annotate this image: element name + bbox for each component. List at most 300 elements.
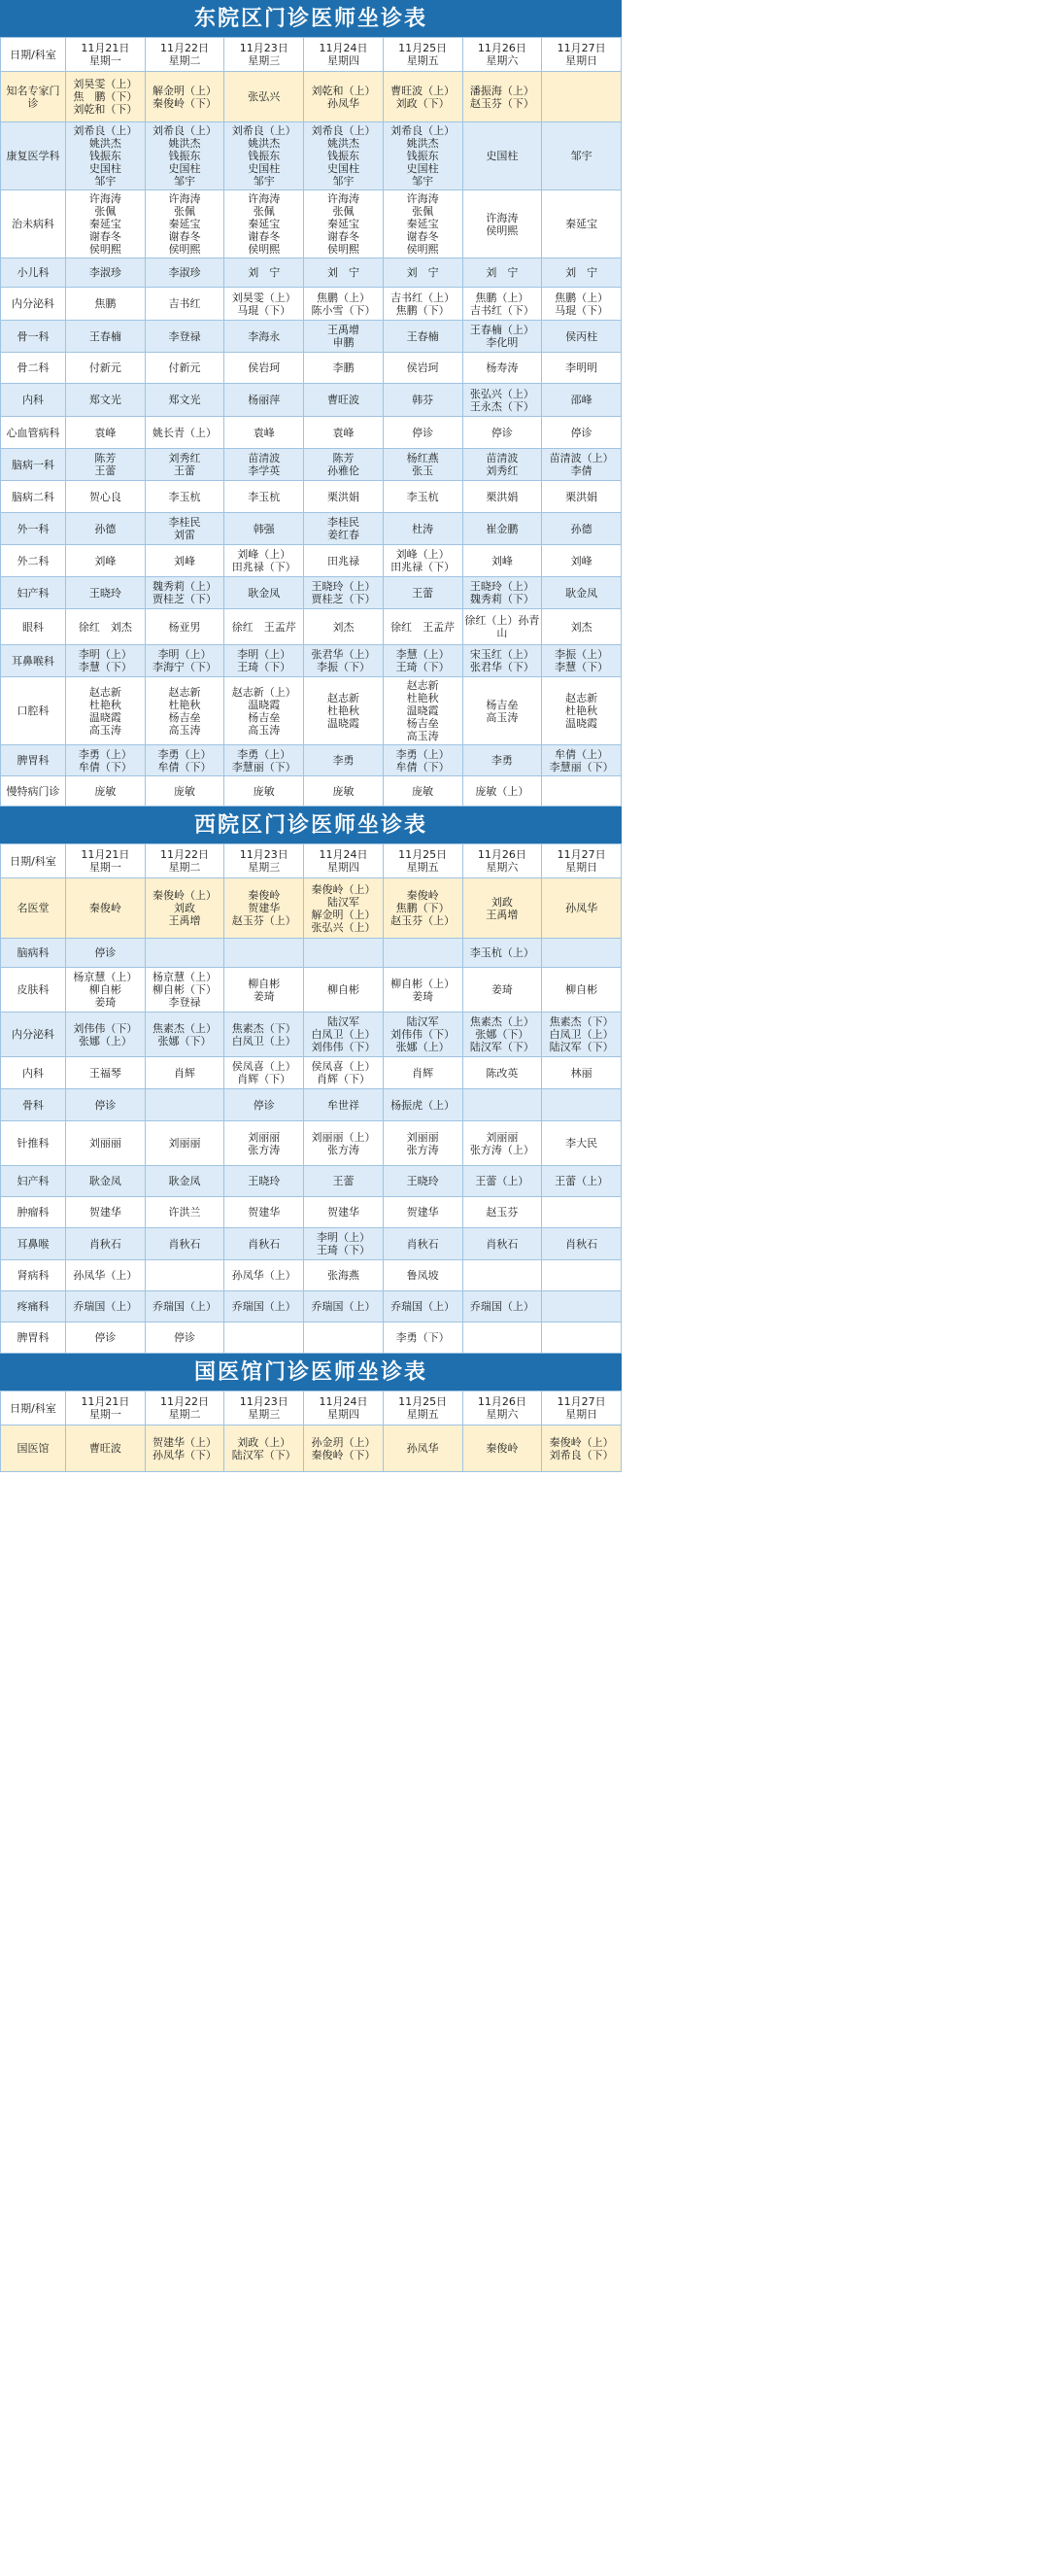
header-date: 11月21日 星期一 (66, 1391, 146, 1425)
table-row (1, 609, 622, 645)
doctor-cell: 秦俊岭 贺建华 赵玉芬（上） (224, 878, 304, 939)
doctor-cell: 乔瑞国（上） (383, 1291, 462, 1322)
doctor-cell: 栗洪娟 (462, 481, 542, 513)
department-cell: 耳鼻喉科 (1, 645, 66, 677)
doctor-cell: 苗清波（上） 李倩 (542, 449, 622, 481)
doctor-cell: 李桂民 刘雷 (145, 513, 224, 545)
doctor-cell: 赵志新（上） 温晓霞 杨吉垒 高玉涛 (224, 677, 304, 745)
doctor-cell: 赵志新 杜艳秋 温晓霞 杨吉垒 高玉涛 (383, 677, 462, 745)
doctor-cell: 曹旺波（上） 刘政（下） (383, 72, 462, 122)
doctor-cell: 赵玉芬 (462, 1197, 542, 1228)
doctor-cell: 许洪兰 (145, 1197, 224, 1228)
doctor-cell: 贺建华 (224, 1197, 304, 1228)
doctor-cell: 杨红燕 张玉 (383, 449, 462, 481)
doctor-cell: 徐红 王孟芹 (224, 609, 304, 645)
doctor-cell: 徐红 刘杰 (66, 609, 146, 645)
doctor-cell: 付新元 (145, 353, 224, 384)
table-row (1, 878, 622, 939)
department-cell: 康复医学科 (1, 122, 66, 190)
doctor-cell: 刘 宁 (383, 258, 462, 288)
doctor-cell: 曹旺波 (304, 384, 384, 417)
department-cell: 骨科 (1, 1089, 66, 1121)
doctor-cell: 李淑珍 (66, 258, 146, 288)
doctor-cell: 许海涛 张佩 秦延宝 谢春冬 侯明熙 (304, 190, 384, 258)
doctor-cell: 李海永 (224, 321, 304, 353)
doctor-cell: 赵志新 杜艳秋 杨吉垒 高玉涛 (145, 677, 224, 745)
doctor-cell: 李勇（上） 牟倩（下） (383, 745, 462, 776)
doctor-cell: 刘政（上） 陆汉军（下） (224, 1425, 304, 1472)
doctor-cell: 柳自彬 姜琦 (224, 968, 304, 1013)
doctor-cell (224, 939, 304, 968)
doctor-cell: 贺心良 (66, 481, 146, 513)
doctor-cell: 停诊 (224, 1089, 304, 1121)
table-row (1, 190, 622, 258)
doctor-cell: 乔瑞国（上） (304, 1291, 384, 1322)
doctor-cell: 孙金玥（上） 秦俊岭（下） (304, 1425, 384, 1472)
doctor-cell: 停诊 (542, 417, 622, 449)
schedule-document (0, 0, 622, 1472)
doctor-cell: 刘峰 (66, 545, 146, 577)
doctor-cell (462, 1089, 542, 1121)
table-row (1, 1260, 622, 1291)
doctor-cell: 孙凤华（上） (224, 1260, 304, 1291)
header-date: 11月21日 星期一 (66, 844, 146, 878)
doctor-cell: 许海涛 张佩 秦延宝 谢春冬 侯明熙 (66, 190, 146, 258)
doctor-cell: 刘丽丽 张方涛（上） (462, 1121, 542, 1166)
table-row (1, 1425, 622, 1472)
doctor-cell: 刘昊雯（上） 焦 鹏（下） 刘乾和（下） (66, 72, 146, 122)
table-row (1, 1166, 622, 1197)
doctor-cell: 邵峰 (542, 384, 622, 417)
department-cell: 内分泌科 (1, 288, 66, 321)
doctor-cell: 肖秋石 (462, 1228, 542, 1260)
doctor-cell: 杨寿涛 (462, 353, 542, 384)
doctor-cell: 王春楠（上） 李化明 (462, 321, 542, 353)
doctor-cell: 徐红（上）孙青山 (462, 609, 542, 645)
doctor-cell: 刘丽丽 张方涛 (224, 1121, 304, 1166)
doctor-cell: 耿金凤 (542, 577, 622, 609)
doctor-cell: 焦素杰（下） 白凤卫（上） (224, 1013, 304, 1057)
doctor-cell: 秦延宝 (542, 190, 622, 258)
doctor-cell: 刘峰 (542, 545, 622, 577)
department-cell: 脾胃科 (1, 745, 66, 776)
doctor-cell: 刘丽丽 张方涛 (383, 1121, 462, 1166)
header-date: 11月27日 星期日 (542, 38, 622, 72)
header-row (1, 844, 622, 878)
department-cell: 皮肤科 (1, 968, 66, 1013)
doctor-cell: 徐红 王孟芹 (383, 609, 462, 645)
doctor-cell: 焦鹏（上） 陈小雪（下） (304, 288, 384, 321)
doctor-cell: 李登禄 (145, 321, 224, 353)
doctor-cell: 杨丽萍 (224, 384, 304, 417)
table-row (1, 1089, 622, 1121)
doctor-cell: 侯丙柱 (542, 321, 622, 353)
doctor-cell: 潘振海（上） 赵玉芬（下） (462, 72, 542, 122)
doctor-cell: 张弘兴（上） 王永杰（下） (462, 384, 542, 417)
doctor-cell: 许海涛 张佩 秦延宝 谢春冬 侯明熙 (383, 190, 462, 258)
doctor-cell: 李勇（上） 牟倩（下） (66, 745, 146, 776)
department-cell: 外一科 (1, 513, 66, 545)
table-row (1, 449, 622, 481)
doctor-cell: 赵志新 杜艳秋 温晓霞 高玉涛 (66, 677, 146, 745)
doctor-cell: 焦素杰（上） 张娜（下） 陆汉军（下） (462, 1013, 542, 1057)
doctor-cell (542, 1089, 622, 1121)
header-date: 11月24日 星期四 (304, 38, 384, 72)
doctor-cell: 魏秀莉（上） 贾桂芝（下） (145, 577, 224, 609)
doctor-cell: 吉书红（上） 焦鹏（下） (383, 288, 462, 321)
doctor-cell: 王蕾（上） (542, 1166, 622, 1197)
doctor-cell: 王蕾 (383, 577, 462, 609)
header-corner: 日期/科室 (1, 38, 66, 72)
doctor-cell: 侯岩珂 (224, 353, 304, 384)
department-cell: 内科 (1, 384, 66, 417)
doctor-cell: 停诊 (383, 417, 462, 449)
doctor-cell (145, 1089, 224, 1121)
department-cell: 国医馆 (1, 1425, 66, 1472)
doctor-cell: 吉书红 (145, 288, 224, 321)
doctor-cell: 肖秋石 (66, 1228, 146, 1260)
doctor-cell: 杨振虎（上） (383, 1089, 462, 1121)
schedule-table (0, 37, 622, 807)
department-cell: 内科 (1, 1057, 66, 1089)
doctor-cell: 袁峰 (224, 417, 304, 449)
doctor-cell: 李明（上） 李海宁（下） (145, 645, 224, 677)
schedule-table (0, 1391, 622, 1472)
doctor-cell: 李明（上） 李慧（下） (66, 645, 146, 677)
doctor-cell: 刘丽丽 (145, 1121, 224, 1166)
doctor-cell: 李玉杭（上） (462, 939, 542, 968)
doctor-cell: 张弘兴 (224, 72, 304, 122)
doctor-cell: 姚长青（上） (145, 417, 224, 449)
doctor-cell: 庞敏 (304, 776, 384, 807)
table-row (1, 288, 622, 321)
doctor-cell: 庞敏 (145, 776, 224, 807)
doctor-cell: 牟倩（上） 李慧丽（下） (542, 745, 622, 776)
department-cell: 针推科 (1, 1121, 66, 1166)
department-cell: 眼科 (1, 609, 66, 645)
doctor-cell: 付新元 (66, 353, 146, 384)
doctor-cell: 杨京慧（上） 柳自彬 姜琦 (66, 968, 146, 1013)
table-row (1, 745, 622, 776)
department-cell: 知名专家门诊 (1, 72, 66, 122)
doctor-cell: 孙凤华 (542, 878, 622, 939)
department-cell: 脑病二科 (1, 481, 66, 513)
doctor-cell: 柳自彬（上） 姜琦 (383, 968, 462, 1013)
table-row (1, 481, 622, 513)
doctor-cell: 焦鹏（上） 马琨（下） (542, 288, 622, 321)
doctor-cell (304, 1322, 384, 1354)
header-row (1, 38, 622, 72)
doctor-cell: 停诊 (66, 1322, 146, 1354)
doctor-cell: 刘 宁 (224, 258, 304, 288)
doctor-cell: 李大民 (542, 1121, 622, 1166)
doctor-cell: 李勇（上） 牟倩（下） (145, 745, 224, 776)
doctor-cell: 栗洪娟 (542, 481, 622, 513)
doctor-cell (542, 776, 622, 807)
section-title: 西院区门诊医师坐诊表 (0, 807, 622, 843)
table-row (1, 1228, 622, 1260)
doctor-cell: 肖秋石 (542, 1228, 622, 1260)
header-corner: 日期/科室 (1, 844, 66, 878)
doctor-cell: 李淑珍 (145, 258, 224, 288)
doctor-cell: 贺建华 (383, 1197, 462, 1228)
doctor-cell (542, 1322, 622, 1354)
table-row (1, 968, 622, 1013)
header-date: 11月22日 星期二 (145, 38, 224, 72)
department-cell: 慢特病门诊 (1, 776, 66, 807)
doctor-cell: 庞敏 (224, 776, 304, 807)
doctor-cell: 李桂民 姜红春 (304, 513, 384, 545)
doctor-cell (224, 1322, 304, 1354)
header-corner: 日期/科室 (1, 1391, 66, 1425)
table-row (1, 1057, 622, 1089)
doctor-cell: 李勇（上） 李慧丽（下） (224, 745, 304, 776)
doctor-cell: 邹宇 (542, 122, 622, 190)
doctor-cell: 刘希良（上） 姚洪杰 钱振东 史国柱 邹宇 (145, 122, 224, 190)
doctor-cell: 肖秋石 (383, 1228, 462, 1260)
doctor-cell: 栗洪娟 (304, 481, 384, 513)
department-cell: 名医堂 (1, 878, 66, 939)
doctor-cell: 牟世祥 (304, 1089, 384, 1121)
table-row (1, 72, 622, 122)
doctor-cell: 肖辉 (383, 1057, 462, 1089)
doctor-cell: 田兆禄 (304, 545, 384, 577)
table-row (1, 513, 622, 545)
doctor-cell: 韩强 (224, 513, 304, 545)
doctor-cell: 乔瑞国（上） (145, 1291, 224, 1322)
header-date: 11月26日 星期六 (462, 38, 542, 72)
department-cell: 疼痛科 (1, 1291, 66, 1322)
doctor-cell: 停诊 (462, 417, 542, 449)
doctor-cell: 乔瑞国（上） (462, 1291, 542, 1322)
doctor-cell: 赵志新 杜艳秋 温晓霞 (542, 677, 622, 745)
doctor-cell: 刘 宁 (304, 258, 384, 288)
doctor-cell: 解金明（上） 秦俊岭（下） (145, 72, 224, 122)
doctor-cell: 焦鹏（上） 吉书红（下） (462, 288, 542, 321)
header-date: 11月25日 星期五 (383, 1391, 462, 1425)
table-row (1, 577, 622, 609)
department-cell: 肾病科 (1, 1260, 66, 1291)
doctor-cell: 刘昊雯（上） 马琨（下） (224, 288, 304, 321)
doctor-cell: 柳自彬 (542, 968, 622, 1013)
department-cell: 小儿科 (1, 258, 66, 288)
table-row (1, 645, 622, 677)
doctor-cell: 秦俊岭（上） 刘希良（下） (542, 1425, 622, 1472)
table-row (1, 1013, 622, 1057)
header-row (1, 1391, 622, 1425)
department-cell: 肿瘤科 (1, 1197, 66, 1228)
doctor-cell: 张海燕 (304, 1260, 384, 1291)
header-date: 11月25日 星期五 (383, 38, 462, 72)
doctor-cell: 焦素杰（上） 张娜（下） (145, 1013, 224, 1057)
doctor-cell: 李明（上） 王琦（下） (224, 645, 304, 677)
doctor-cell: 郑文光 (66, 384, 146, 417)
doctor-cell: 肖秋石 (145, 1228, 224, 1260)
doctor-cell: 张君华（上） 李振（下） (304, 645, 384, 677)
doctor-cell: 曹旺波 (66, 1425, 146, 1472)
department-cell: 脑病一科 (1, 449, 66, 481)
doctor-cell: 刘希良（上） 姚洪杰 钱振东 史国柱 邹宇 (224, 122, 304, 190)
doctor-cell: 李振（上） 李慧（下） (542, 645, 622, 677)
header-date: 11月22日 星期二 (145, 1391, 224, 1425)
doctor-cell (542, 1260, 622, 1291)
section-title: 东院区门诊医师坐诊表 (0, 0, 622, 37)
doctor-cell (383, 939, 462, 968)
table-row (1, 258, 622, 288)
doctor-cell: 韩芬 (383, 384, 462, 417)
department-cell: 妇产科 (1, 577, 66, 609)
doctor-cell: 刘峰（上） 田兆禄（下） (383, 545, 462, 577)
doctor-cell: 王蕾（上） (462, 1166, 542, 1197)
doctor-cell: 许海涛 张佩 秦延宝 谢春冬 侯明熙 (224, 190, 304, 258)
doctor-cell: 庞敏（上） (462, 776, 542, 807)
doctor-cell: 孙德 (542, 513, 622, 545)
header-date: 11月22日 星期二 (145, 844, 224, 878)
doctor-cell: 李明（上） 王琦（下） (304, 1228, 384, 1260)
doctor-cell: 王福琴 (66, 1057, 146, 1089)
doctor-cell: 苗清波 李学英 (224, 449, 304, 481)
doctor-cell: 停诊 (66, 1089, 146, 1121)
doctor-cell: 郑文光 (145, 384, 224, 417)
doctor-cell: 王晓玲 (383, 1166, 462, 1197)
doctor-cell: 焦鹏 (66, 288, 146, 321)
section-title: 国医馆门诊医师坐诊表 (0, 1354, 622, 1391)
doctor-cell: 庞敏 (66, 776, 146, 807)
doctor-cell: 刘 宁 (542, 258, 622, 288)
doctor-cell: 王晓玲 (224, 1166, 304, 1197)
doctor-cell: 侯岩珂 (383, 353, 462, 384)
doctor-cell: 李慧（上） 王琦（下） (383, 645, 462, 677)
doctor-cell (304, 939, 384, 968)
doctor-cell: 李明明 (542, 353, 622, 384)
doctor-cell: 贺建华 (66, 1197, 146, 1228)
doctor-cell: 王春楠 (66, 321, 146, 353)
doctor-cell: 李勇 (462, 745, 542, 776)
doctor-cell: 耿金凤 (224, 577, 304, 609)
doctor-cell: 刘希良（上） 姚洪杰 钱振东 史国柱 邹宇 (304, 122, 384, 190)
doctor-cell: 王晓玲（上） 魏秀莉（下） (462, 577, 542, 609)
header-date: 11月24日 星期四 (304, 844, 384, 878)
doctor-cell: 王晓玲 (66, 577, 146, 609)
doctor-cell: 史国柱 (462, 122, 542, 190)
doctor-cell: 孙德 (66, 513, 146, 545)
doctor-cell: 贺建华（上） 孙凤华（下） (145, 1425, 224, 1472)
doctor-cell: 陆汉军 刘伟伟（下） 张娜（上） (383, 1013, 462, 1057)
doctor-cell: 刘希良（上） 姚洪杰 钱振东 史国柱 邹宇 (383, 122, 462, 190)
doctor-cell: 王晓玲（上） 贾桂芝（下） (304, 577, 384, 609)
table-row (1, 122, 622, 190)
table-row (1, 545, 622, 577)
table-row (1, 677, 622, 745)
doctor-cell: 杨京慧（上） 柳自彬（下） 李登禄 (145, 968, 224, 1013)
doctor-cell: 贺建华 (304, 1197, 384, 1228)
header-date: 11月21日 星期一 (66, 38, 146, 72)
schedule-table (0, 843, 622, 1354)
doctor-cell: 鲁凤坡 (383, 1260, 462, 1291)
doctor-cell: 庞敏 (383, 776, 462, 807)
doctor-cell (542, 1291, 622, 1322)
doctor-cell: 孙凤华（上） (66, 1260, 146, 1291)
doctor-cell: 刘政 王禹增 (462, 878, 542, 939)
doctor-cell: 刘峰 (145, 545, 224, 577)
doctor-cell: 陈芳 王蕾 (66, 449, 146, 481)
doctor-cell: 秦俊岭（上） 陆汉军 解金明（上） 张弘兴（上） (304, 878, 384, 939)
table-row (1, 384, 622, 417)
table-row (1, 353, 622, 384)
table-row (1, 417, 622, 449)
doctor-cell: 陈芳 孙雅伦 (304, 449, 384, 481)
doctor-cell: 侯凤喜（上） 肖辉（下） (224, 1057, 304, 1089)
table-row (1, 939, 622, 968)
doctor-cell: 刘希良（上） 姚洪杰 钱振东 史国柱 邹宇 (66, 122, 146, 190)
doctor-cell: 焦素杰（下） 白凤卫（上） 陆汉军（下） (542, 1013, 622, 1057)
doctor-cell: 侯凤喜（上） 肖辉（下） (304, 1057, 384, 1089)
doctor-cell: 赵志新 杜艳秋 温晓霞 (304, 677, 384, 745)
doctor-cell: 李玉杭 (224, 481, 304, 513)
header-date: 11月23日 星期三 (224, 844, 304, 878)
header-date: 11月23日 星期三 (224, 1391, 304, 1425)
doctor-cell: 肖秋石 (224, 1228, 304, 1260)
department-cell: 耳鼻喉 (1, 1228, 66, 1260)
doctor-cell: 停诊 (145, 1322, 224, 1354)
doctor-cell: 刘杰 (542, 609, 622, 645)
header-date: 11月24日 星期四 (304, 1391, 384, 1425)
doctor-cell: 袁峰 (304, 417, 384, 449)
doctor-cell: 林丽 (542, 1057, 622, 1089)
doctor-cell (145, 1260, 224, 1291)
table-row (1, 1322, 622, 1354)
department-cell: 治未病科 (1, 190, 66, 258)
doctor-cell: 刘峰（上） 田兆禄（下） (224, 545, 304, 577)
doctor-cell: 乔瑞国（上） (66, 1291, 146, 1322)
department-cell: 脾胃科 (1, 1322, 66, 1354)
department-cell: 脑病科 (1, 939, 66, 968)
doctor-cell: 许海涛 张佩 秦延宝 谢春冬 侯明熙 (145, 190, 224, 258)
doctor-cell: 柳自彬 (304, 968, 384, 1013)
header-date: 11月26日 星期六 (462, 844, 542, 878)
doctor-cell: 李鹏 (304, 353, 384, 384)
department-cell: 骨一科 (1, 321, 66, 353)
table-row (1, 321, 622, 353)
header-date: 11月26日 星期六 (462, 1391, 542, 1425)
doctor-cell: 耿金凤 (145, 1166, 224, 1197)
doctor-cell: 宋玉红（上） 张君华（下） (462, 645, 542, 677)
header-date: 11月23日 星期三 (224, 38, 304, 72)
doctor-cell: 秦俊岭 (462, 1425, 542, 1472)
doctor-cell: 刘乾和（上） 孙凤华 (304, 72, 384, 122)
doctor-cell: 许海涛 侯明熙 (462, 190, 542, 258)
department-cell: 心血管病科 (1, 417, 66, 449)
doctor-cell: 杜涛 (383, 513, 462, 545)
doctor-cell: 王禹增 申鹏 (304, 321, 384, 353)
doctor-cell: 陈改英 (462, 1057, 542, 1089)
doctor-cell: 耿金凤 (66, 1166, 146, 1197)
doctor-cell: 王春楠 (383, 321, 462, 353)
doctor-cell (542, 939, 622, 968)
doctor-cell: 刘 宁 (462, 258, 542, 288)
doctor-cell: 刘伟伟（下） 张娜（上） (66, 1013, 146, 1057)
table-row (1, 1121, 622, 1166)
department-cell: 骨二科 (1, 353, 66, 384)
doctor-cell: 刘丽丽（上） 张方涛 (304, 1121, 384, 1166)
doctor-cell (145, 939, 224, 968)
doctor-cell: 刘峰 (462, 545, 542, 577)
doctor-cell: 王蕾 (304, 1166, 384, 1197)
header-date: 11月25日 星期五 (383, 844, 462, 878)
doctor-cell: 袁峰 (66, 417, 146, 449)
doctor-cell: 李勇 (304, 745, 384, 776)
doctor-cell: 杨吉垒 高玉涛 (462, 677, 542, 745)
